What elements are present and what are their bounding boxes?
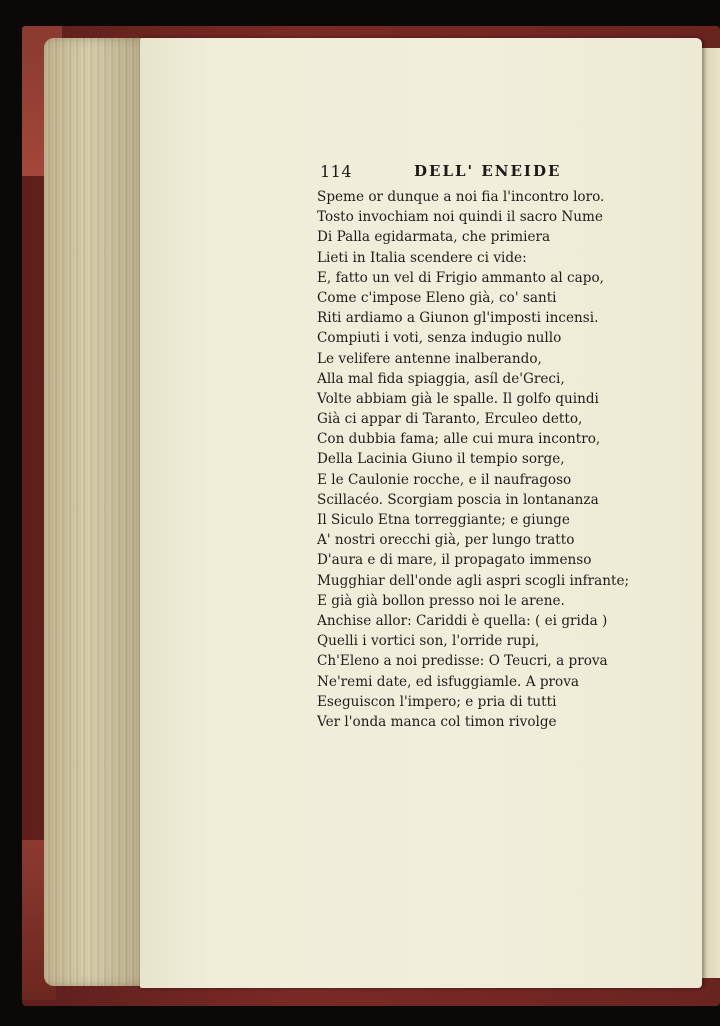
verse-line: Della Lacinia Giuno il tempio sorge,: [317, 451, 565, 468]
verse-line: D'aura e di mare, il propagato immenso: [317, 552, 592, 569]
verse-line: Volte abbiam già le spalle. Il golfo quindi: [317, 390, 599, 407]
verse-line: Le velifere antenne inalberando,: [317, 350, 542, 367]
verse-line: Ne'remi date, ed isfuggiamle. A prova: [317, 673, 579, 690]
verse-line: Come c'impose Eleno già, co' santi: [317, 289, 557, 306]
verse-line: E le Caulonie rocche, e il naufragoso: [317, 471, 572, 488]
verse-line: Quelli i vortici son, l'orride rupi,: [317, 633, 540, 650]
verse-line: A' nostri orecchi già, per lungo tratto: [317, 532, 575, 549]
verse-line: Scillacéo. Scorgiam poscia in lontananza: [317, 491, 599, 508]
verse-line: Eseguiscon l'impero; e pria di tutti: [317, 693, 557, 710]
verse-line: Ver l'onda manca col timon rivolge: [317, 713, 557, 730]
verse-line: Compiuti i voti, senza indugio nullo: [317, 330, 562, 347]
verse-line: Il Siculo Etna torreggiante; e giunge: [317, 512, 570, 528]
poem-text: [317, 187, 630, 732]
verse-line: Lieti in Italia scendere ci vide:: [317, 249, 527, 266]
verse-line: Speme or dunque a noi fia l'incontro loro.: [317, 189, 605, 205]
page-number: 114: [320, 162, 353, 181]
verse-line: Con dubbia fama; alle cui mura incontro,: [317, 431, 601, 448]
verse-line: Mugghiar dell'onde agli aspri scogli infrante;: [317, 572, 630, 589]
verse-line: Già ci appar di Taranto, Erculeo detto,: [317, 411, 583, 428]
verse-line: Tosto invochiam noi quindi il sacro Nume: [317, 209, 603, 226]
verse-line: E già già bollon presso noi le arene.: [317, 592, 565, 609]
verse-line: E, fatto un vel di Frigio ammanto al capo,: [317, 269, 604, 286]
page-block-shading: [44, 38, 154, 986]
verse-line: Alla mal fida spiaggia, asíl de'Greci,: [317, 370, 565, 387]
page-header: [320, 160, 620, 184]
running-head: DELL' ENEIDE: [414, 162, 562, 180]
verse-line: Ch'Eleno a noi predisse: O Teucri, a prova: [317, 653, 608, 670]
verse-line: Riti ardiamo a Giunon gl'imposti incensi.: [317, 310, 599, 327]
adjacent-page-edge: [702, 48, 720, 978]
verse-line: Di Palla egidarmata, che primiera: [317, 229, 551, 246]
verse-line: Anchise allor: Cariddi è quella: ( ei grida ): [317, 612, 608, 629]
